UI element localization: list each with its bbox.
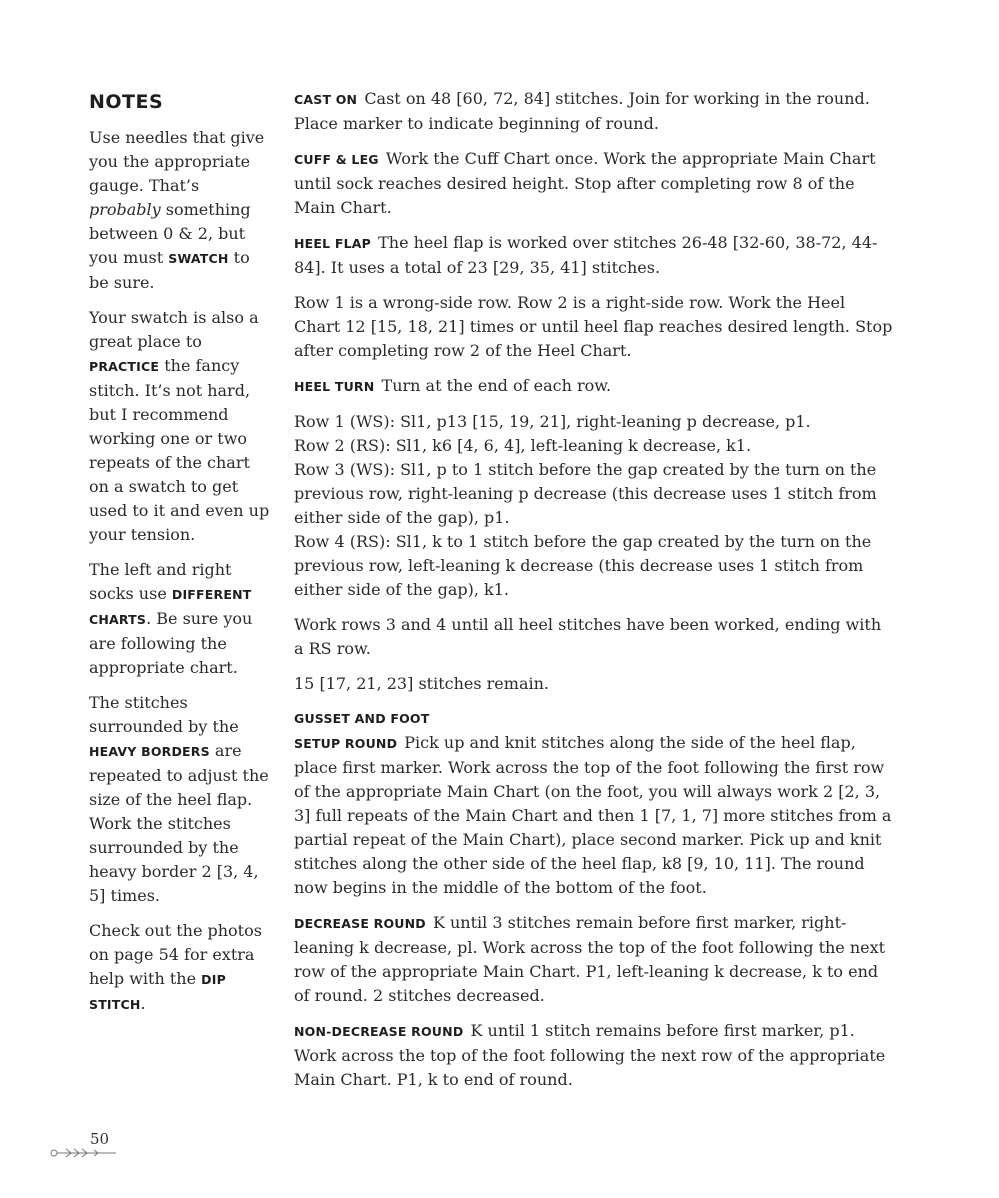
heel-flap-paragraph	[294, 231, 894, 280]
work-rows-paragraph: Work rows 3 and 4 until all heel stitches have been worked, ending with a RS row.	[294, 615, 882, 658]
non-decrease-round-label: NON-DECREASE ROUND	[294, 1024, 464, 1039]
notes-sidebar	[89, 90, 271, 1028]
note-photos	[89, 919, 271, 1017]
heel-turn-row: Row 1 (WS): Sl1, p13 [15, 19, 21], right-leaning p decrease, p1.	[294, 412, 811, 431]
note-borders	[89, 691, 271, 908]
cuff-leg-paragraph	[294, 147, 894, 220]
note-swatch	[89, 306, 271, 547]
heel-flap-text: The heel flap is worked over stitches 26-48 [32-60, 38-72, 44-84]. It uses a total of 23 [29, 35, 41] stitches.	[294, 233, 878, 277]
note-keyword: HEAVY BORDERS	[89, 744, 210, 759]
page-number: 50	[90, 1130, 110, 1148]
setup-round-label: SETUP ROUND	[294, 736, 398, 751]
note-charts	[89, 558, 271, 680]
note-text: Use needles that give you the appropriate gauge. That’s	[89, 128, 265, 195]
heel-flap-rows-paragraph: Row 1 is a wrong-side row. Row 2 is a right-side row. Work the Heel Chart 12 [15, 18, 21] times or until heel flap reaches desired length. Stop after completing row 2 of the Heel Chart.	[294, 293, 893, 360]
note-keyword: SWATCH	[168, 251, 229, 266]
decrease-round-paragraph	[294, 911, 894, 1008]
pattern-instructions	[294, 87, 894, 1103]
cast-on-text: Cast on 48 [60, 72, 84] stitches. Join for working in the round. Place marker to indicate beginning of round.	[294, 89, 870, 133]
note-text: . Be sure you are following the appropriate chart.	[89, 609, 253, 677]
non-decrease-round-paragraph	[294, 1019, 894, 1092]
note-keyword: DIP STITCH	[89, 972, 226, 1012]
note-text: are repeated to adjust the size of the heel flap. Work the stitches surrounded by the heavy border 2 [3, 4, 5] times.	[89, 741, 269, 905]
note-text: The stitches surrounded by the	[89, 693, 239, 736]
note-needles	[89, 126, 271, 295]
note-text: to be sure.	[89, 248, 250, 292]
note-emphasis: probably	[89, 200, 161, 219]
heel-turn-row: Row 2 (RS): Sl1, k6 [4, 6, 4], left-leaning k decrease, k1.	[294, 436, 752, 455]
heel-turn-paragraph	[294, 374, 894, 399]
cuff-leg-label: CUFF & LEG	[294, 152, 379, 167]
note-text: something between 0 & 2, but you must	[89, 200, 251, 267]
cuff-leg-text: Work the Cuff Chart once. Work the appropriate Main Chart until sock reaches desired height. Stop after completing row 8 of the Main Chart.	[294, 149, 876, 217]
decrease-round-text: K until 3 stitches remain before first marker, right-leaning k decrease, pl. Work across the top of the foot following the next row of the appropriate Main Chart. P1, left-leaning k decrease, k to end of round. 2 stitches decreased.	[294, 913, 886, 1005]
heel-turn-text: Turn at the end of each row.	[381, 376, 612, 395]
note-text: Check out the photos on page 54 for extra help with the	[89, 921, 262, 988]
decrease-round-label: DECREASE ROUND	[294, 916, 426, 931]
heel-turn-rows	[294, 410, 894, 602]
note-keyword: PRACTICE	[89, 359, 160, 374]
setup-round-paragraph	[294, 731, 894, 900]
gusset-foot-heading: GUSSET AND FOOT	[294, 711, 430, 726]
heel-turn-row: Row 3 (WS): Sl1, p to 1 stitch before the gap created by the turn on the previous row, right-leaning p decrease (this decrease uses 1 stitch from either side of the gap), p1.	[294, 460, 877, 527]
note-text: .	[140, 994, 146, 1013]
setup-round-text: Pick up and knit stitches along the side of the heel flap, place first marker. Work across the top of the foot following the first row of the appropriate Main Chart (on the foot, you will always work 2 [2, 3, 3] full repeats of the Main Chart and then 1 [7, 1, 7] more stitches from a partial repeat of the Main Chart), place second marker. Pick up and knit stitches along the other side of the heel flap, k8 [9, 10, 11]. The round now begins in the middle of the bottom of the foot.	[294, 733, 892, 897]
heel-flap-label: HEEL FLAP	[294, 236, 371, 251]
note-text: Your swatch is also a great place to	[89, 308, 259, 351]
cast-on-paragraph	[294, 87, 894, 136]
heel-turn-label: HEEL TURN	[294, 379, 375, 394]
page-footer	[50, 1130, 130, 1166]
notes-title: NOTES	[89, 91, 164, 113]
heel-turn-row: Row 4 (RS): Sl1, k to 1 stitch before the gap created by the turn on the previous row, left-leaning k decrease (this decrease uses 1 stitch from either side of the gap), k1.	[294, 532, 872, 599]
note-text: the fancy stitch. It’s not hard, but I recommend working one or two repeats of the chart on a swatch to get used to it and even up your tension.	[89, 356, 270, 544]
note-text: The left and right socks use	[89, 560, 232, 603]
non-decrease-round-text: K until 1 stitch remains before first marker, p1. Work across the top of the foot following the next row of the appropriate Main Chart. P1, k to end of round.	[294, 1021, 886, 1089]
cast-on-label: CAST ON	[294, 92, 358, 107]
arrow-ornament-icon	[50, 1147, 120, 1159]
stitches-remain-paragraph: 15 [17, 21, 23] stitches remain.	[294, 674, 549, 693]
note-keyword: DIFFERENT CHARTS	[89, 587, 252, 627]
